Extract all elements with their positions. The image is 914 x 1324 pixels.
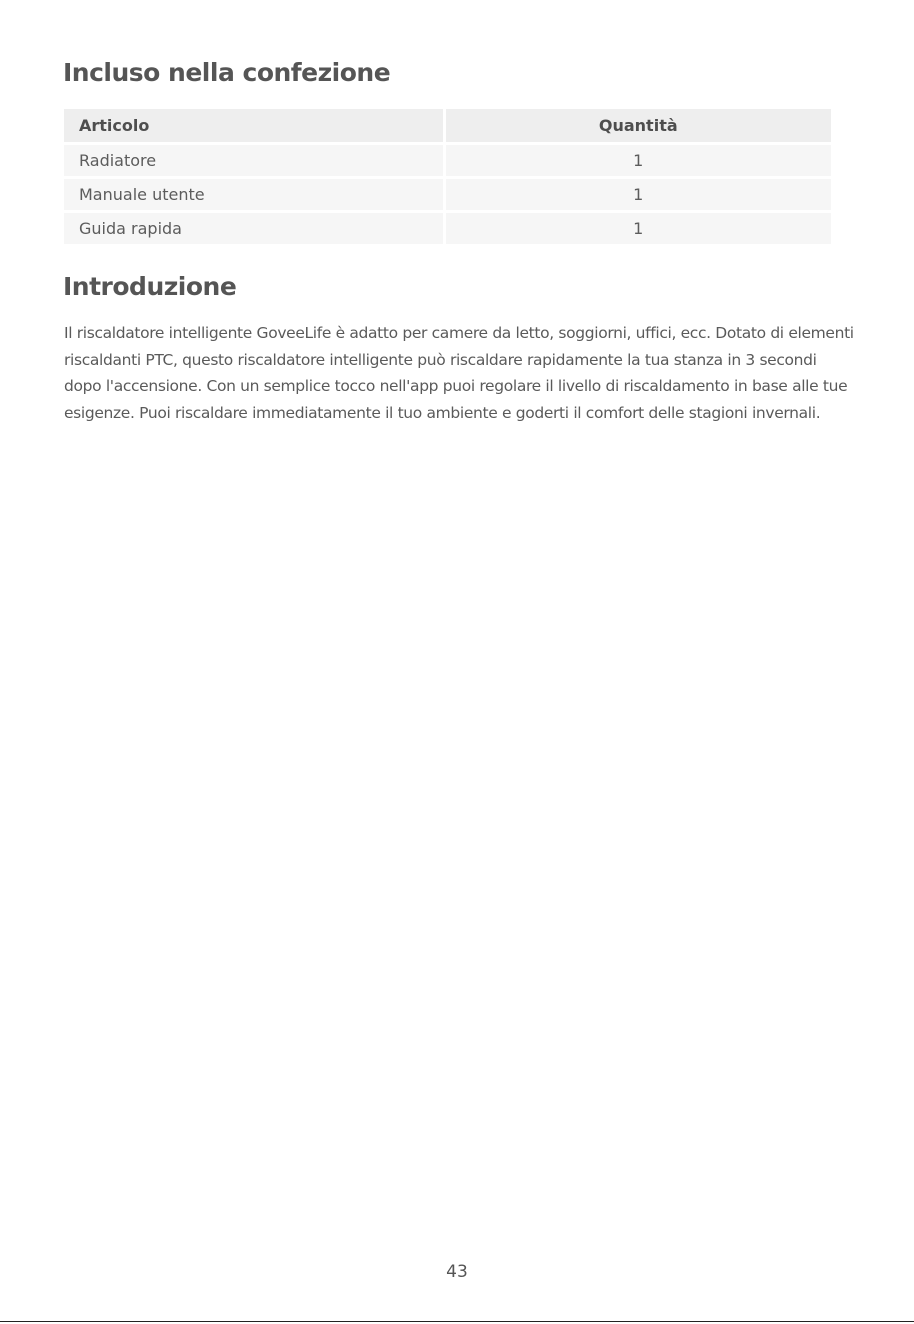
- section-title-introduction: Introduzione: [63, 272, 237, 301]
- item-cell: Radiatore: [64, 145, 443, 176]
- table-header-row: [64, 109, 831, 142]
- quantity-cell: 1: [446, 145, 831, 176]
- item-cell: Guida rapida: [64, 213, 443, 244]
- section-title-package-contents: Incluso nella confezione: [63, 58, 391, 87]
- introduction-paragraph: Il riscaldatore intelligente GoveeLife è adatto per camere da letto, soggiorni, uffici, ecc. Dotato di elementi riscaldanti PTC, questo riscaldatore intelligente può riscaldare rapidamente la tua stanza in 3 secondi dopo l'accensione. Con un semplice tocco nell'app puoi regolare il livello di riscaldamento in base alle tue esigenze. Puoi riscaldare immediatamente il tuo ambiente e goderti il comfort delle stagioni invernali.: [64, 324, 854, 422]
- table-row: [64, 179, 831, 210]
- table-row: [64, 213, 831, 244]
- package-contents-table: [61, 106, 834, 247]
- column-header-item: Articolo: [64, 109, 443, 142]
- column-header-quantity: Quantità: [446, 109, 831, 142]
- bottom-divider: [0, 1321, 914, 1322]
- page-number: 43: [446, 1262, 468, 1282]
- table-row: [64, 145, 831, 176]
- item-cell: Manuale utente: [64, 179, 443, 210]
- quantity-cell: 1: [446, 179, 831, 210]
- quantity-cell: 1: [446, 213, 831, 244]
